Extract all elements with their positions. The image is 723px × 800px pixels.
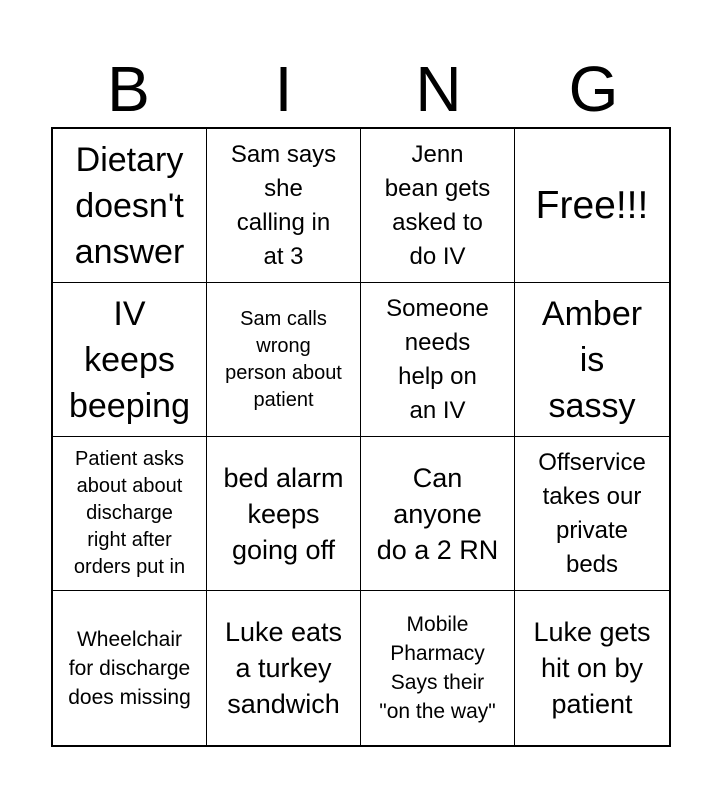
bingo-cell[interactable] [515, 591, 669, 745]
cell-text: Jenn bean gets asked to do IV [384, 140, 491, 270]
cell-text: Patient asks about about discharge right after orders put in [73, 448, 186, 578]
cell-text: Sam calls wrong person about patient [225, 307, 342, 411]
bingo-cell[interactable] [207, 437, 361, 591]
cell-text: Luke eats a turkey sandwich [224, 617, 343, 719]
bingo-cell[interactable] [53, 437, 207, 591]
bingo-cell[interactable] [361, 437, 515, 591]
bingo-cell[interactable] [515, 283, 669, 437]
bingo-cell[interactable] [361, 129, 515, 283]
bingo-board [51, 127, 671, 747]
cell-text: Offservice takes our private beds [538, 448, 646, 578]
cell-text: Can anyone do a 2 RN [376, 462, 499, 565]
bingo-cell[interactable] [361, 283, 515, 437]
header-letter-n: N [415, 53, 462, 125]
bingo-cell[interactable] [207, 591, 361, 745]
bingo-cell[interactable] [53, 283, 207, 437]
cell-text: Free!!! [535, 184, 649, 227]
cell-text: Wheelchair for discharge does missing [68, 627, 191, 709]
bingo-cell[interactable] [53, 591, 207, 745]
cell-text: bed alarm keeps going off [223, 462, 344, 565]
cell-text: Amber is sassy [541, 294, 643, 425]
free-cell[interactable] [515, 129, 669, 283]
cell-text: IV keeps beeping [68, 294, 190, 425]
cell-text: Mobile Pharmacy Says their "on the way" [379, 613, 496, 723]
bingo-cell[interactable] [53, 129, 207, 283]
bingo-header [51, 50, 671, 128]
cell-text: Someone needs help on an IV [386, 294, 489, 424]
cell-text: Luke gets hit on by patient [533, 617, 651, 719]
header-letter-b: B [107, 53, 150, 125]
bingo-cell[interactable] [361, 591, 515, 745]
header-letter-g: G [568, 53, 619, 125]
bingo-cell[interactable] [515, 437, 669, 591]
cell-text: Dietary doesn't answer [74, 140, 185, 271]
header-letter-i: I [274, 53, 293, 125]
cell-text: Sam says she calling in at 3 [230, 140, 337, 270]
bingo-cell[interactable] [207, 129, 361, 283]
bingo-cell[interactable] [207, 283, 361, 437]
